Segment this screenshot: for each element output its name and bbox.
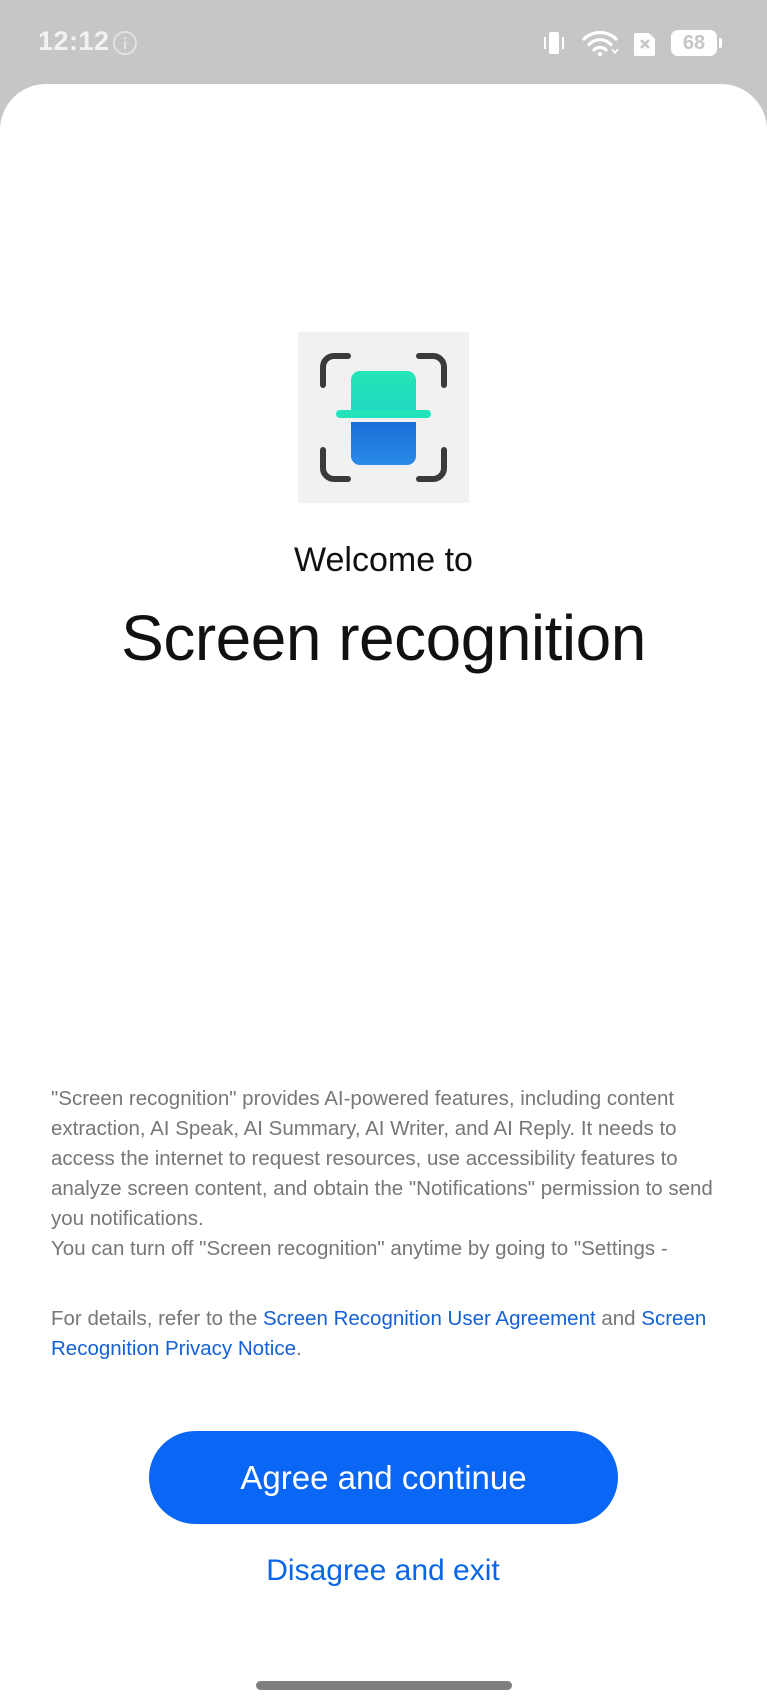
status-time: 12:12 — [38, 26, 110, 56]
disagree-and-exit-button[interactable]: Disagree and exit — [266, 1554, 500, 1587]
details-middle: and — [595, 1307, 642, 1330]
user-agreement-link[interactable]: Screen Recognition User Agreement — [262, 1307, 596, 1330]
welcome-sheet — [0, 84, 767, 1704]
status-bar — [0, 0, 767, 86]
scan-frame-icon — [298, 332, 469, 503]
details-text — [51, 1304, 721, 1364]
welcome-subtitle: Welcome to — [294, 541, 473, 579]
description-text: "Screen recognition" provides AI-powered features, including content extraction, AI Speak, AI Summary, AI Writer, and AI Reply. It needs to access the internet to request resources, use accessibility features to analyze screen content, and obtain the "Notifications" permission to send you notifications. You can turn off "Screen recognition" anytime by going to "Settings - — [51, 1087, 713, 1260]
status-icons — [541, 28, 717, 58]
page-title: Screen recognition — [121, 602, 646, 674]
wifi-icon — [581, 29, 619, 57]
details-prefix: For details, refer to the — [51, 1307, 263, 1330]
info-icon — [112, 30, 138, 56]
screen-recognition-icon — [298, 332, 469, 503]
vibrate-icon — [541, 29, 567, 57]
sim-off-icon — [633, 29, 657, 57]
battery-level: 68 — [682, 31, 706, 54]
privacy-notice-link[interactable]: Screen Recognition Privacy Notice — [51, 1307, 707, 1360]
agree-and-continue-button[interactable]: Agree and continue — [149, 1431, 618, 1524]
home-indicator[interactable] — [256, 1681, 512, 1690]
battery-icon — [671, 30, 717, 56]
details-suffix: . — [295, 1337, 302, 1360]
